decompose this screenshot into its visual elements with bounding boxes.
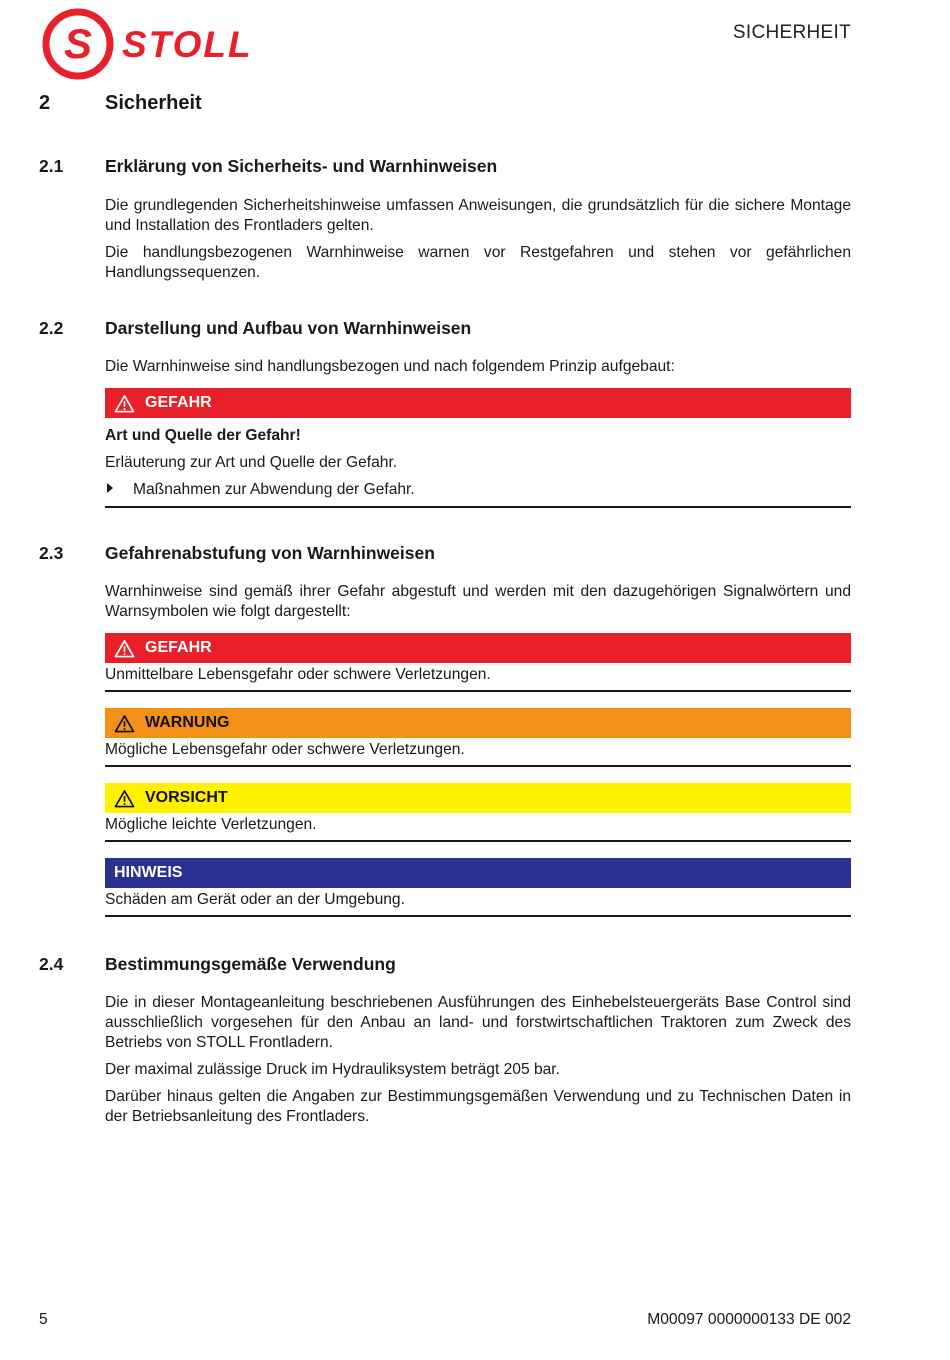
section-2-3-body <box>105 582 851 622</box>
warning-triangle-icon <box>114 714 135 733</box>
document-id: M00097 0000000133 DE 002 <box>647 1311 851 1328</box>
level-description: Schäden am Gerät oder an der Umgebung. <box>105 890 851 917</box>
section-number: 2.4 <box>39 954 64 974</box>
section-title: Darstellung und Aufbau von Warnhinweisen <box>105 318 472 338</box>
hazard-title: Art und Quelle der Gefahr! <box>105 427 301 444</box>
hazard-explanation: Erläuterung zur Art und Quelle der Gefahr. <box>105 454 398 471</box>
section-2-4-body <box>105 993 851 1127</box>
signal-word: VORSICHT <box>145 789 228 806</box>
header-section-label: SICHERHEIT <box>732 22 851 43</box>
hazard-action-text: Maßnahmen zur Abwendung der Gefahr. <box>133 481 415 498</box>
paragraph: Darüber hinaus gelten die Angaben zur Bestimmungsgemäßen Verwendung und zu Technischen Daten in der Betriebsanleitung des Frontladers. <box>105 1088 851 1125</box>
section-number: 2.2 <box>39 318 64 338</box>
section-number: 2.3 <box>39 543 64 563</box>
section-2-1-body <box>105 196 851 283</box>
warning-signal-bar <box>105 708 851 738</box>
svg-text:S: S <box>63 20 93 67</box>
paragraph: Die Warnhinweise sind handlungsbezogen und nach folgendem Prinzip aufgebaut: <box>105 358 675 375</box>
level-description: Mögliche leichte Verletzungen. <box>105 815 851 842</box>
stoll-logo <box>42 8 304 80</box>
warning-triangle-icon <box>114 789 135 808</box>
section-number: 2.1 <box>39 156 64 176</box>
section-title: Gefahrenabstufung von Warnhinweisen <box>105 543 435 563</box>
svg-text:STOLL: STOLL <box>122 24 253 65</box>
paragraph: Die handlungsbezogenen Warnhinweise warnen vor Restgefahren und stehen vor gefährlichen Handlungssequenzen. <box>105 244 851 281</box>
danger-signal-bar <box>105 388 851 418</box>
warning-triangle-icon <box>114 394 135 413</box>
danger-signal-bar <box>105 633 851 663</box>
signal-word: GEFAHR <box>145 394 212 411</box>
level-warning <box>105 708 851 767</box>
warning-example <box>105 388 851 508</box>
section-title: Erklärung von Sicherheits- und Warnhinweisen <box>105 156 498 176</box>
level-danger <box>105 633 851 692</box>
level-notice <box>105 858 851 917</box>
notice-signal-bar <box>105 858 851 888</box>
signal-word: HINWEIS <box>114 864 183 881</box>
level-caution <box>105 783 851 842</box>
paragraph: Der maximal zulässige Druck im Hydrauliksystem beträgt 205 bar. <box>105 1061 560 1078</box>
arrow-right-icon <box>105 480 133 500</box>
hazard-action-item <box>105 480 851 500</box>
hazard-levels <box>105 633 851 933</box>
chapter-number: 2 <box>39 92 51 114</box>
section-2-2-body <box>105 357 851 377</box>
level-description: Mögliche Lebensgefahr oder schwere Verletzungen. <box>105 740 851 767</box>
caution-signal-bar <box>105 783 851 813</box>
signal-word: WARNUNG <box>145 714 230 731</box>
divider <box>105 506 851 508</box>
warning-triangle-icon <box>114 639 135 658</box>
level-description: Unmittelbare Lebensgefahr oder schwere Verletzungen. <box>105 665 851 692</box>
section-title: Bestimmungsgemäße Verwendung <box>105 954 396 974</box>
signal-word: GEFAHR <box>145 639 212 656</box>
paragraph: Die in dieser Montageanleitung beschriebenen Ausführungen des Einhebelsteuergeräts Base Control sind ausschließlich vorgesehen für den Anbau an land- und forstwirtschaftlichen Traktoren zum Zweck des Betriebs von STOLL Frontladern. <box>105 994 851 1051</box>
chapter-title: Sicherheit <box>105 92 202 114</box>
paragraph: Die grundlegenden Sicherheitshinweise umfassen Anweisungen, die grundsätzlich für die sichere Montage und Installation des Frontladers gelten. <box>105 197 851 234</box>
page-number: 5 <box>39 1311 48 1328</box>
paragraph: Warnhinweise sind gemäß ihrer Gefahr abgestuft und werden mit den dazugehörigen Signalwörtern und Warnsymbolen wie folgt dargestellt: <box>105 583 851 620</box>
